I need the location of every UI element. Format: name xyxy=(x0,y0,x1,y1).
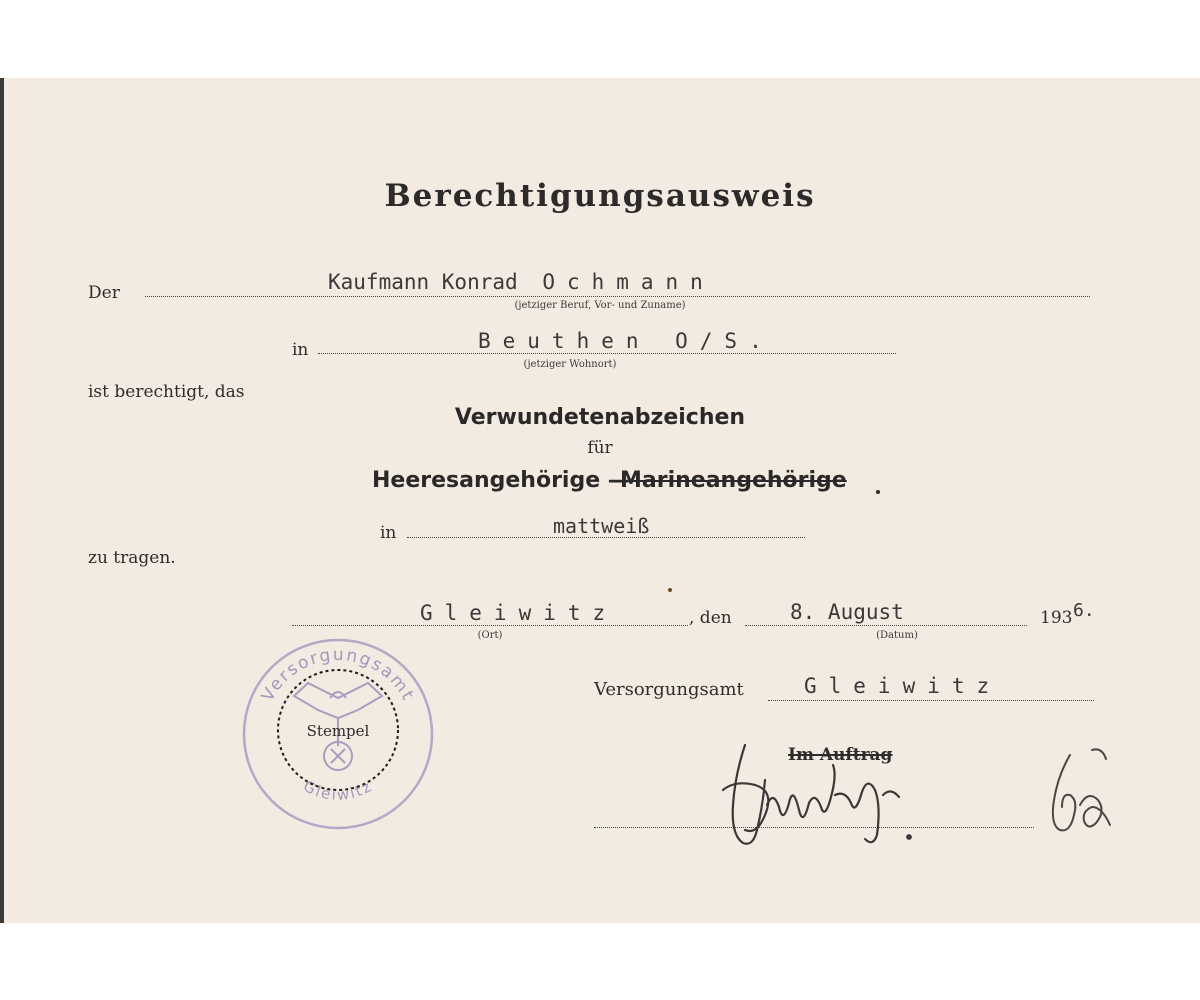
on-behalf-text-struck: Im Auftrag xyxy=(788,745,893,765)
entitled-text: ist berechtigt, das xyxy=(88,382,245,402)
document-title: Berechtigungsausweis xyxy=(384,178,816,214)
stamp-ring-bottom-text: Gleiwitz xyxy=(300,776,376,805)
army-text: Heeresangehörige — xyxy=(372,468,630,493)
year-printed: 193 xyxy=(1040,608,1073,628)
name-part-surname: Ochmann xyxy=(542,270,715,294)
residence-dotted-line xyxy=(318,353,896,354)
name-typed-value xyxy=(328,270,715,294)
official-stamp xyxy=(238,638,438,830)
for-text: für xyxy=(587,438,613,458)
handwritten-initials xyxy=(1040,745,1115,840)
color-value: mattweiß xyxy=(553,514,650,538)
award-name: Verwundetenabzeichen xyxy=(454,405,746,430)
der-label: Der xyxy=(88,283,120,303)
date-value: 8. August xyxy=(790,600,904,624)
svg-text:Versorgungsamt xyxy=(258,645,419,705)
svg-text:Gleiwitz xyxy=(300,777,375,804)
den-text: , den xyxy=(689,608,732,628)
office-dotted-line xyxy=(768,700,1094,701)
office-label: Versorgungsamt xyxy=(594,679,744,700)
name-part-profession-first: Kaufmann Konrad xyxy=(328,270,518,294)
date-caption: (Datum) xyxy=(876,630,918,641)
year-typed-suffix: 6. xyxy=(1073,600,1095,621)
stamp-ring-top-text: Versorgungsamt xyxy=(257,644,419,706)
color-in-label: in xyxy=(380,523,397,543)
name-dotted-line xyxy=(145,296,1090,297)
handwritten-signature xyxy=(705,735,935,850)
ink-dot xyxy=(876,490,880,494)
residence-value: Beuthen O/S. xyxy=(478,329,774,353)
place-caption: (Ort) xyxy=(477,630,503,641)
paper-spot xyxy=(668,588,672,592)
navy-text-struck: Marineangehörige xyxy=(620,468,847,493)
residence-caption: (jetziger Wohnort) xyxy=(523,359,617,370)
place-value: Gleiwitz xyxy=(420,601,618,625)
stamp-label: Stempel xyxy=(306,722,370,740)
residence-in-label: in xyxy=(292,340,309,360)
office-value: Gleiwitz xyxy=(804,674,1002,698)
wear-text: zu tragen. xyxy=(88,548,176,568)
place-dotted-line xyxy=(292,625,688,626)
name-caption: (jetziger Beruf, Vor- und Zuname) xyxy=(514,300,686,311)
date-dotted-line xyxy=(745,625,1027,626)
